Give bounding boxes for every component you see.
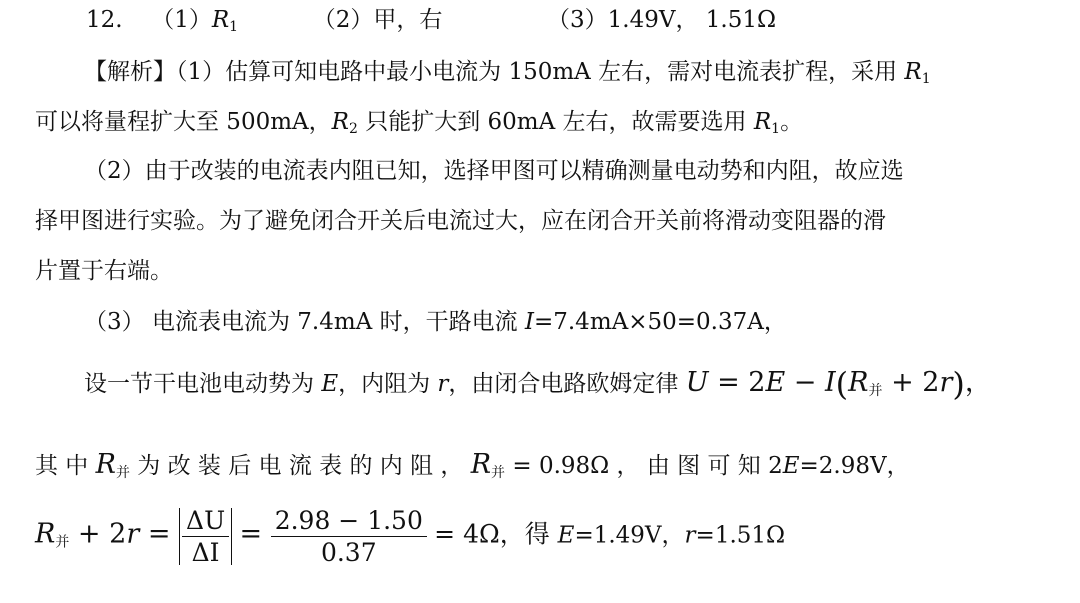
part3-text: 为 改 装 后 电 流 表 的 内 阻 ， xyxy=(129,453,471,479)
answer-3-text: 1.49V， 1.51Ω xyxy=(607,7,777,33)
answer-1-label: （1） xyxy=(151,7,212,33)
part3-line-3 xyxy=(35,451,910,480)
part2-line-1: （2）由于改装的电流表内阻已知，选择甲图可以精确测量电动势和内阻，故应选 xyxy=(84,158,904,184)
part3-text: =2.98V， xyxy=(799,453,910,479)
answer-2-text: 甲，右 xyxy=(373,7,443,33)
denominator: ΔI xyxy=(191,538,220,567)
symbol-e: E xyxy=(782,453,800,479)
symbol-u: U xyxy=(685,367,709,398)
part3-text: ，内阻为 xyxy=(338,371,438,397)
symbol-r: r xyxy=(684,522,696,549)
analysis-text-4: 。 xyxy=(780,109,804,135)
symbol-e: E xyxy=(321,371,339,397)
symbol-r2: R xyxy=(331,109,349,135)
analysis-text-1: （1）估算可知电路中最小电流为 150mA 左右，需对电流表扩程，采用 xyxy=(176,59,905,85)
right-paren: ) xyxy=(952,365,965,403)
answer-line xyxy=(86,9,776,34)
question-number: 12. xyxy=(86,7,123,33)
ohm-law-equation xyxy=(685,365,992,403)
subscript: 2 xyxy=(348,121,358,137)
subscript: 1 xyxy=(921,71,931,87)
symbol-i: I xyxy=(824,367,836,398)
left-paren: ( xyxy=(835,365,849,403)
eq-text: ， xyxy=(964,367,992,398)
eq-text: = xyxy=(239,518,271,550)
slope-fraction xyxy=(182,508,229,565)
eq-text: + 2 xyxy=(882,367,940,398)
part3-text: ，由闭合电路欧姆定律 xyxy=(448,371,686,397)
part3-line-1 xyxy=(84,311,787,334)
analysis-line-1 xyxy=(84,61,931,86)
eq-text: − xyxy=(785,367,825,398)
subscript: 并 xyxy=(868,383,883,399)
symbol-e: E xyxy=(557,522,575,549)
subscript: 并 xyxy=(115,465,130,481)
eq-text: = 4Ω，得 xyxy=(434,519,558,549)
eq-text: =1.51Ω xyxy=(695,522,786,549)
subscript: 1 xyxy=(771,121,781,137)
fraction-bar xyxy=(182,536,229,537)
part3-text: 设一节干电池电动势为 xyxy=(84,371,322,397)
symbol-r: R xyxy=(848,367,869,398)
symbol-r: R xyxy=(35,518,56,550)
fraction-bar xyxy=(271,536,427,537)
analysis-text-2: 可以将量程扩大至 500mA， xyxy=(35,109,332,135)
part3-line-2 xyxy=(84,365,992,403)
part2-line-3: 片置于右端。 xyxy=(35,258,173,284)
analysis-heading: 【解析】 xyxy=(84,59,176,85)
answer-2-label: （2） xyxy=(312,7,374,33)
symbol-r: r xyxy=(126,518,140,550)
abs-value xyxy=(179,508,232,565)
eq-text: = xyxy=(139,518,180,550)
part3-text: （3） 电流表电流为 7.4mA 时，干路电流 xyxy=(84,309,525,335)
value-fraction xyxy=(271,508,427,565)
eq-text: + 2 xyxy=(69,518,127,550)
symbol-i: I xyxy=(524,309,534,335)
symbol-r: r xyxy=(437,371,449,397)
symbol-r: r xyxy=(939,367,953,398)
analysis-line-2 xyxy=(35,111,803,136)
symbol-r: R xyxy=(95,449,116,480)
answer-1-symbol: R xyxy=(211,7,230,33)
denominator: 0.37 xyxy=(320,538,377,567)
symbol-r1: R xyxy=(753,109,772,135)
formula-line xyxy=(35,508,785,565)
answer-3-label: （3） xyxy=(546,7,608,33)
eq-text: =1.49V， xyxy=(574,522,685,549)
symbol-r1: R xyxy=(904,59,922,85)
symbol-r: R xyxy=(470,449,492,480)
numerator: 2.98 − 1.50 xyxy=(274,506,423,535)
numerator: ΔU xyxy=(186,506,226,535)
subscript: 并 xyxy=(491,465,506,481)
analysis-text-3: 只能扩大到 60mA 左右，故需要选用 xyxy=(357,109,754,135)
part3-text: = 0.98Ω ， 由 图 可 知 2 xyxy=(505,453,783,479)
part3-text: 其 中 xyxy=(35,453,96,479)
part2-line-2: 择甲图进行实验。为了避免闭合开关后电流过大，应在闭合开关前将滑动变阻器的滑 xyxy=(35,208,886,234)
eq-text: = 2 xyxy=(708,367,766,398)
subscript: 并 xyxy=(55,534,70,551)
symbol-e: E xyxy=(765,367,786,398)
part3-text: =7.4mA×50=0.37A， xyxy=(533,309,787,335)
answer-1-subscript: 1 xyxy=(229,19,239,35)
